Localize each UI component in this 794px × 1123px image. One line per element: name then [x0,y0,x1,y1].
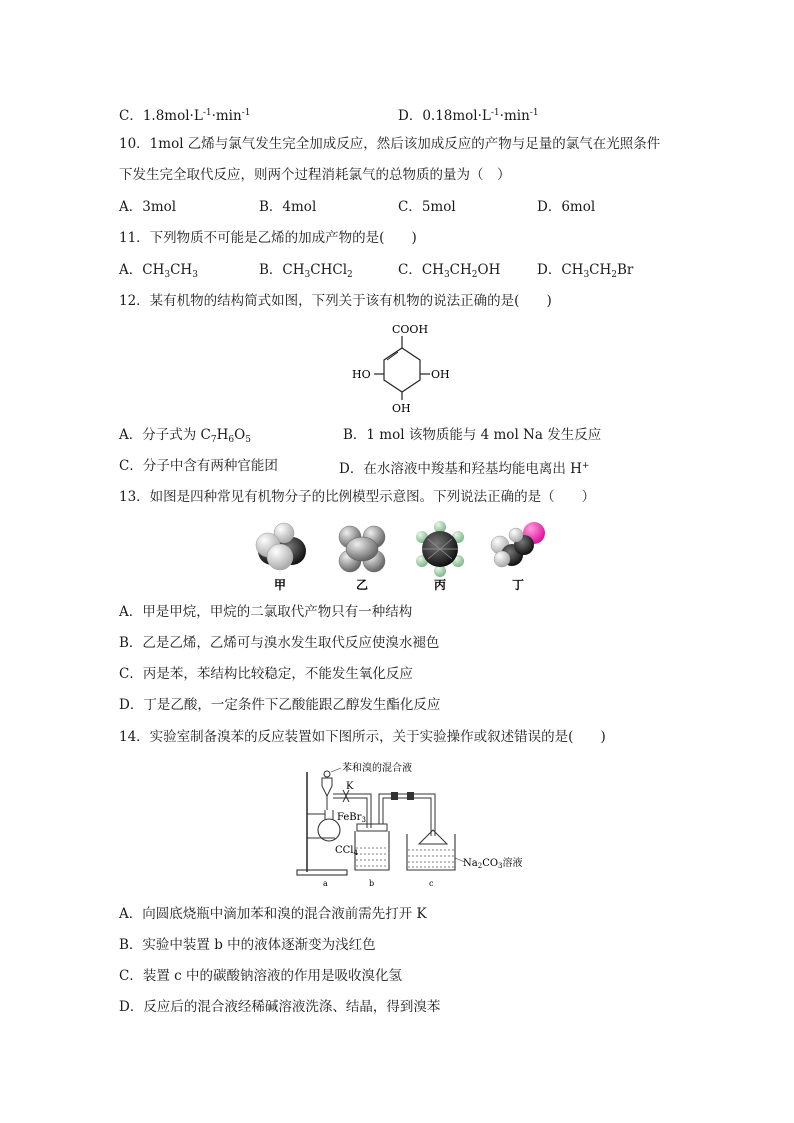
q13-stem: 13．如图是四种常见有机物分子的比例模型示意图。下列说法正确的是（ ） [119,489,596,505]
ring [384,348,420,392]
q14-option-b: B．实验中装置 b 中的液体逐渐变为浅红色 [119,937,376,953]
q13-models-figure [250,515,550,593]
label-na2co3: $Na_2CO_3$溶液 [463,858,523,870]
q13-option-a: A．甲是甲烷，甲烷的二氯取代产物只有一种结构 [119,604,413,620]
q12-structure-diagram [340,318,460,418]
q11-option-a: A．$CH_3CH_3$ [119,262,198,280]
double-bond [387,352,398,360]
oh-right-label: OH [431,368,450,381]
q11-option-b: B．$CH_3CHCl_2$ [259,262,353,280]
q14-apparatus-diagram [295,758,525,890]
q10-option-c: C．5mol [398,199,456,215]
q11-stem: 11．下列物质不可能是乙烯的加成产物的是( ) [119,230,417,246]
model-ethylene [339,526,385,572]
cooh-label: COOH [392,323,429,336]
q10-option-d: D．6mol [537,199,596,215]
q12-option-b: B．1 mol 该物质能与 4 mol Na 发生反应 [343,427,602,443]
q10-stem-line1: 10．1mol 乙烯与氯气发生完全加成反应，然后该加成反应的产物与足量的氯气在光照条件 [119,136,661,152]
label-k: K [346,781,354,792]
q10-stem-line2: 下发生完全取代反应，则两个过程消耗氯气的总物质的量为（ ） [119,167,511,183]
q12-stem: 12．某有机物的结构简式如图，下列关于该有机物的说法正确的是( ) [119,293,552,309]
model-ethanol [491,522,545,567]
q12-option-a: A．分子式为 $C_7H_6O_5$ [119,427,251,445]
q9-option-c: C．$1.8mol\cdot L^{-1}\cdot\min^{-1}$ [119,108,251,124]
label-c: c [429,879,434,888]
label-ding: 丁 [512,578,525,592]
label-b: b [369,879,375,888]
label-a: a [323,879,328,888]
q10-option-a: A．3mol [119,199,177,215]
label-ccl4: CCl$_4$ [335,845,358,857]
q12-option-d: D．在水溶液中羧基和羟基均能电离出 H+ [339,461,590,477]
ho-left-label: HO [352,368,371,381]
label-yi: 乙 [356,578,369,592]
oh-bottom-label: OH [392,402,411,415]
model-benzene [416,521,464,577]
q11-option-d: D．$CH_3CH_2Br$ [537,262,634,280]
label-jia: 甲 [274,578,287,592]
label-bing: 丙 [434,578,447,592]
q14-stem: 14．实验室制备溴苯的反应装置如下图所示，关于实验操作或叙述错误的是( ) [119,729,606,745]
q10-option-b: B．4mol [259,199,317,215]
q13-option-b: B．乙是乙烯，乙烯可与溴水发生取代反应使溴水褪色 [119,635,440,651]
q11-option-c: C．$CH_3CH_2OH$ [398,262,501,280]
label-mixture: 苯和溴的混合液 [342,763,412,774]
q14-option-a: A．向圆底烧瓶中滴加苯和溴的混合液前需先打开 K [119,906,427,922]
q14-option-c: C．装置 c 中的碳酸钠溶液的作用是吸收溴化氢 [119,968,402,984]
q13-option-c: C．丙是苯，苯结构比较稳定，不能发生氧化反应 [119,666,413,682]
q14-option-d: D．反应后的混合液经稀碱溶液洗涤、结晶，得到溴苯 [119,999,441,1015]
q12-option-c: C．分子中含有两种官能团 [119,458,278,474]
q9-option-d: D．$0.18mol\cdot L^{-1}\cdot\min^{-1}$ [398,108,539,124]
q13-option-d: D．丁是乙酸，一定条件下乙酸能跟乙醇发生酯化反应 [119,697,441,713]
model-methane [256,523,306,570]
label-febr3: FeBr$_3$ [337,812,366,824]
